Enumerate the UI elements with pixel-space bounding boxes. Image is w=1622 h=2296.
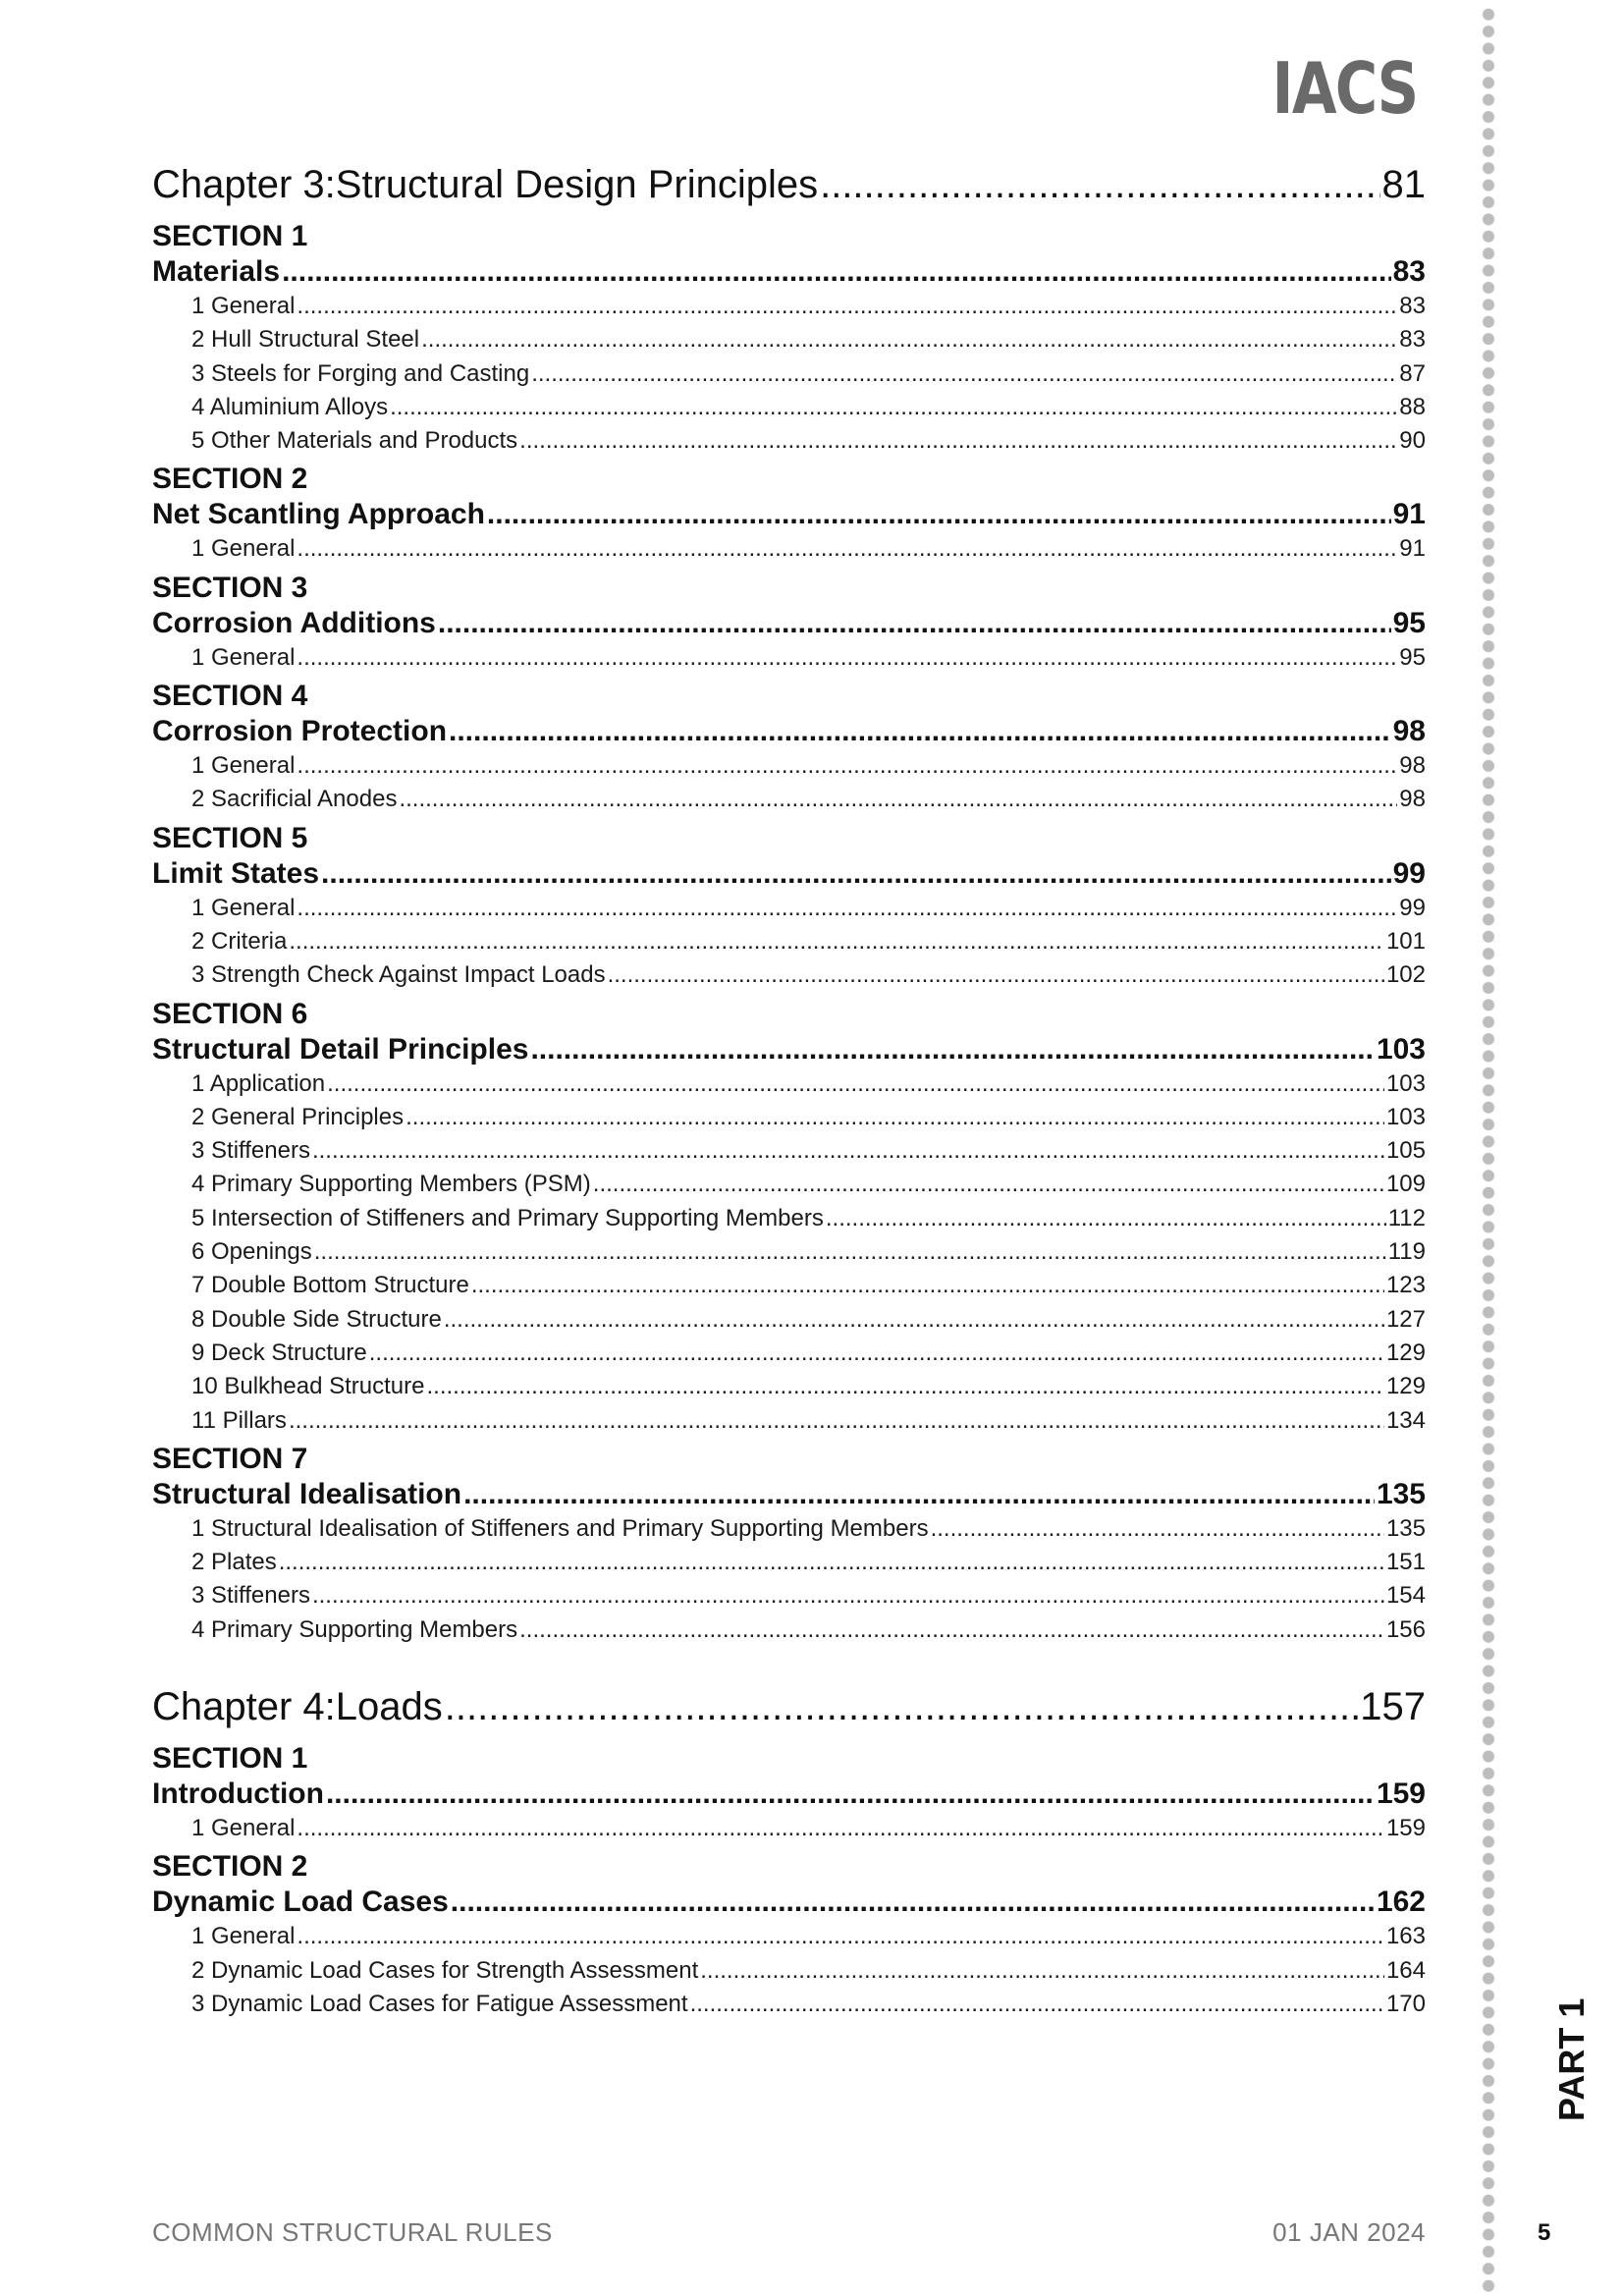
section-entry-title: Corrosion Additions [152, 606, 436, 639]
section-label: SECTION 5 [152, 821, 308, 854]
toc-item-title: 3 Dynamic Load Cases for Fatigue Assessment [191, 1990, 688, 2017]
section-label: SECTION 1 [152, 1742, 308, 1776]
toc-item-page: 105 [1385, 1137, 1426, 1165]
toc-item-page: 109 [1385, 1171, 1426, 1198]
toc-item-page: 159 [1385, 1815, 1426, 1842]
dot-leader [826, 1205, 1386, 1232]
toc-item-page: 83 [1399, 293, 1426, 319]
toc-item-page: 170 [1385, 1990, 1426, 2017]
toc-item-page: 119 [1387, 1238, 1426, 1266]
dot-leader [593, 1171, 1384, 1198]
chapter-heading[interactable] [152, 163, 1426, 218]
toc-item[interactable] [152, 1407, 1426, 1441]
toc-item-title: 3 Steels for Forging and Casting [191, 359, 530, 387]
toc-item-page: 134 [1385, 1406, 1426, 1434]
section-label: SECTION 2 [152, 463, 308, 496]
toc-item[interactable] [152, 1272, 1426, 1305]
section-label: SECTION 4 [152, 680, 308, 713]
section-entry-title: Structural Detail Principles [152, 1032, 529, 1066]
section-entry-page: 98 [1392, 715, 1426, 748]
toc-item-page: 99 [1399, 894, 1426, 921]
toc-item[interactable] [152, 786, 1426, 819]
dot-leader [820, 163, 1379, 207]
chapter-heading-page: 157 [1360, 1685, 1426, 1729]
toc-item[interactable] [152, 1582, 1426, 1615]
toc-item[interactable] [152, 1306, 1426, 1339]
toc-item[interactable] [152, 1070, 1426, 1104]
toc-item-title: 3 Stiffeners [191, 1137, 310, 1165]
toc-item-title: 8 Double Side Structure [191, 1305, 442, 1333]
dot-leader [297, 1815, 1384, 1842]
dot-leader [449, 715, 1391, 748]
section-label: SECTION 3 [152, 571, 308, 604]
dot-leader [314, 1238, 1386, 1266]
toc-item-title: 1 General [191, 1923, 296, 1950]
dot-leader [700, 1957, 1384, 1985]
dot-leader [297, 1923, 1384, 1950]
dot-leader [289, 928, 1384, 956]
dot-leader [519, 1616, 1384, 1644]
toc-item-title: 5 Other Materials and Products [191, 427, 518, 455]
toc-item-page: 156 [1385, 1615, 1426, 1643]
toc-item[interactable] [152, 1515, 1426, 1549]
section-label: SECTION 6 [152, 997, 308, 1030]
toc-item-title: 3 Strength Check Against Impact Loads [191, 961, 606, 989]
dot-leader [463, 1478, 1375, 1511]
toc-item-title: 3 Stiffeners [191, 1582, 310, 1610]
dot-leader [282, 255, 1391, 289]
dot-leader [279, 1549, 1384, 1576]
toc-item-title: 2 Dynamic Load Cases for Strength Assessment [191, 1956, 699, 1984]
toc-item-page: 102 [1385, 961, 1426, 989]
toc-item[interactable] [152, 1137, 1426, 1171]
section-entry-page: 162 [1376, 1886, 1426, 1919]
section-label: SECTION 2 [152, 1850, 308, 1884]
section-entry[interactable] [152, 607, 1426, 644]
chapter-heading[interactable] [152, 1685, 1426, 1740]
dot-leader [931, 1515, 1384, 1543]
toc-item[interactable] [152, 1549, 1426, 1582]
dot-leader [297, 895, 1397, 922]
toc-item[interactable] [152, 1815, 1426, 1848]
section-entry-title: Materials [152, 255, 281, 288]
toc-item-title: 1 General [191, 1815, 296, 1842]
footer-title: COMMON STRUCTURAL RULES [152, 2217, 553, 2247]
section-entry[interactable] [152, 1777, 1426, 1815]
toc-item-title: 2 General Principles [191, 1103, 405, 1130]
toc-item-page: 163 [1385, 1923, 1426, 1950]
dot-leader [421, 326, 1397, 354]
dot-leader [519, 427, 1397, 455]
dot-leader [297, 535, 1397, 563]
dot-leader [297, 752, 1397, 780]
toc-item-page: 88 [1399, 393, 1426, 420]
dot-leader [426, 1373, 1383, 1400]
section-entry-title: Introduction [152, 1777, 324, 1811]
toc-item[interactable] [152, 1616, 1426, 1650]
toc-item[interactable] [152, 1991, 1426, 2024]
dot-leader [406, 1104, 1384, 1131]
toc-item-page: 154 [1385, 1582, 1426, 1610]
toc-item-title: 1 General [191, 293, 296, 319]
toc-item-title: 4 Aluminium Alloys [191, 393, 389, 420]
section-entry-page: 135 [1376, 1477, 1426, 1510]
toc-item-page: 112 [1387, 1204, 1426, 1231]
dot-leader [438, 607, 1391, 640]
iacs-logo: IACS [1271, 47, 1418, 130]
toc-item[interactable] [152, 1373, 1426, 1406]
chapter-number: Chapter 4: [152, 1685, 336, 1729]
dot-leader [451, 1886, 1375, 1919]
toc-item[interactable] [152, 1238, 1426, 1272]
toc-item[interactable] [152, 1171, 1426, 1204]
toc-item-page: 90 [1399, 427, 1426, 455]
section-entry[interactable] [152, 1478, 1426, 1515]
chapter-heading-page: 81 [1381, 163, 1426, 206]
chapter-spacer [152, 1650, 1426, 1679]
dot-leader [326, 1777, 1375, 1811]
toc-item-title: 2 Plates [191, 1549, 277, 1576]
section-entry[interactable] [152, 498, 1426, 535]
section-entry-title: Net Scantling Approach [152, 498, 485, 531]
section-entry[interactable] [152, 715, 1426, 752]
toc-item-title: 1 General [191, 535, 296, 563]
section-entry-page: 103 [1376, 1032, 1426, 1066]
dot-leader [445, 1685, 1358, 1729]
dot-leader [608, 961, 1384, 989]
section-entry[interactable] [152, 255, 1426, 293]
section-entry-title: Dynamic Load Cases [152, 1886, 449, 1919]
section-label: SECTION 7 [152, 1442, 308, 1475]
toc-item-title: 1 Structural Idealisation of Stiffeners and Primary Supporting Members [191, 1514, 929, 1542]
dot-leader [289, 1407, 1384, 1435]
toc-item-title: 1 General [191, 894, 296, 921]
toc-item[interactable] [152, 895, 1426, 928]
toc-item-page: 135 [1385, 1514, 1426, 1542]
section-entry-page: 95 [1392, 606, 1426, 639]
dot-leader [487, 498, 1391, 531]
toc-item[interactable] [152, 961, 1426, 995]
toc-item-page: 103 [1385, 1069, 1426, 1097]
footer-date: 01 JAN 2024 [1272, 2217, 1426, 2247]
toc-item-title: 2 Hull Structural Steel [191, 326, 420, 354]
section-entry-page: 99 [1392, 856, 1426, 890]
section-label: SECTION 1 [152, 220, 308, 252]
toc-item-title: 2 Sacrificial Anodes [191, 786, 398, 813]
toc-item-page: 87 [1399, 359, 1426, 387]
dot-leader [312, 1137, 1384, 1165]
section-entry-title: Structural Idealisation [152, 1477, 462, 1510]
toc-item-page: 91 [1399, 535, 1426, 563]
toc-item[interactable] [152, 535, 1426, 569]
toc-item-page: 151 [1385, 1549, 1426, 1576]
chapter-heading-title: Loads [335, 1685, 443, 1729]
toc-item[interactable] [152, 1104, 1426, 1137]
toc-item-page: 95 [1399, 643, 1426, 671]
toc-item[interactable] [152, 1923, 1426, 1956]
toc-item-title: 4 Primary Supporting Members [191, 1615, 518, 1643]
section-entry-page: 91 [1392, 498, 1426, 531]
toc-item-title: 1 Application [191, 1069, 326, 1097]
toc-item-page: 101 [1385, 927, 1426, 955]
dot-leader [321, 857, 1391, 891]
binding-dots [1482, 6, 1495, 2292]
toc-item-title: 10 Bulkhead Structure [191, 1373, 425, 1400]
dot-leader [297, 293, 1397, 320]
toc-item[interactable] [152, 928, 1426, 961]
section-entry-title: Limit States [152, 856, 320, 890]
toc-item-title: 11 Pillars [191, 1406, 287, 1434]
toc-item-title: 4 Primary Supporting Members (PSM) [191, 1171, 591, 1198]
toc-item-title: 7 Double Bottom Structure [191, 1272, 469, 1299]
toc-item[interactable] [152, 360, 1426, 394]
toc-item-title: 6 Openings [191, 1238, 312, 1266]
dot-leader [312, 1582, 1384, 1610]
toc-item-page: 123 [1385, 1272, 1426, 1299]
toc-item-page: 127 [1385, 1305, 1426, 1333]
toc-item-title: 9 Deck Structure [191, 1339, 367, 1366]
toc-item-page: 98 [1399, 786, 1426, 813]
dot-leader [531, 360, 1397, 388]
dot-leader [297, 644, 1397, 672]
toc-item[interactable] [152, 293, 1426, 326]
section-entry-title: Corrosion Protection [152, 715, 448, 748]
toc-item-page: 129 [1385, 1373, 1426, 1400]
dot-leader [690, 1991, 1384, 2018]
toc-item[interactable] [152, 326, 1426, 359]
dot-leader [390, 394, 1397, 421]
toc-item[interactable] [152, 1339, 1426, 1373]
toc-item-page: 103 [1385, 1103, 1426, 1130]
toc-item[interactable] [152, 394, 1426, 427]
toc-item[interactable] [152, 644, 1426, 678]
dot-leader [327, 1070, 1384, 1098]
table-of-contents [152, 157, 1426, 2024]
section-entry-page: 159 [1376, 1777, 1426, 1811]
toc-item-title: 1 General [191, 643, 296, 671]
part-label: PART 1 [1551, 1997, 1592, 2121]
dot-leader [444, 1306, 1384, 1334]
toc-item-page: 83 [1399, 326, 1426, 354]
toc-item[interactable] [152, 752, 1426, 786]
toc-item-title: 1 General [191, 752, 296, 780]
toc-item-page: 164 [1385, 1956, 1426, 1984]
toc-item[interactable] [152, 1205, 1426, 1238]
page-number: 5 [1538, 2219, 1551, 2246]
dot-leader [530, 1033, 1374, 1066]
dot-leader [399, 786, 1397, 813]
dot-leader [471, 1272, 1384, 1299]
toc-item-page: 98 [1399, 752, 1426, 780]
chapter-number: Chapter 3: [152, 163, 336, 206]
section-entry[interactable] [152, 857, 1426, 895]
section-entry-page: 83 [1392, 255, 1426, 288]
chapter-heading-title: Structural Design Principles [335, 163, 819, 206]
toc-item-title: 5 Intersection of Stiffeners and Primary Supporting Members [191, 1204, 824, 1231]
section-entry[interactable] [152, 1033, 1426, 1070]
dot-leader [369, 1339, 1384, 1367]
section-entry[interactable] [152, 1886, 1426, 1923]
toc-item-title: 2 Criteria [191, 927, 288, 955]
toc-item[interactable] [152, 427, 1426, 461]
toc-item[interactable] [152, 1957, 1426, 1991]
toc-item-page: 129 [1385, 1339, 1426, 1366]
